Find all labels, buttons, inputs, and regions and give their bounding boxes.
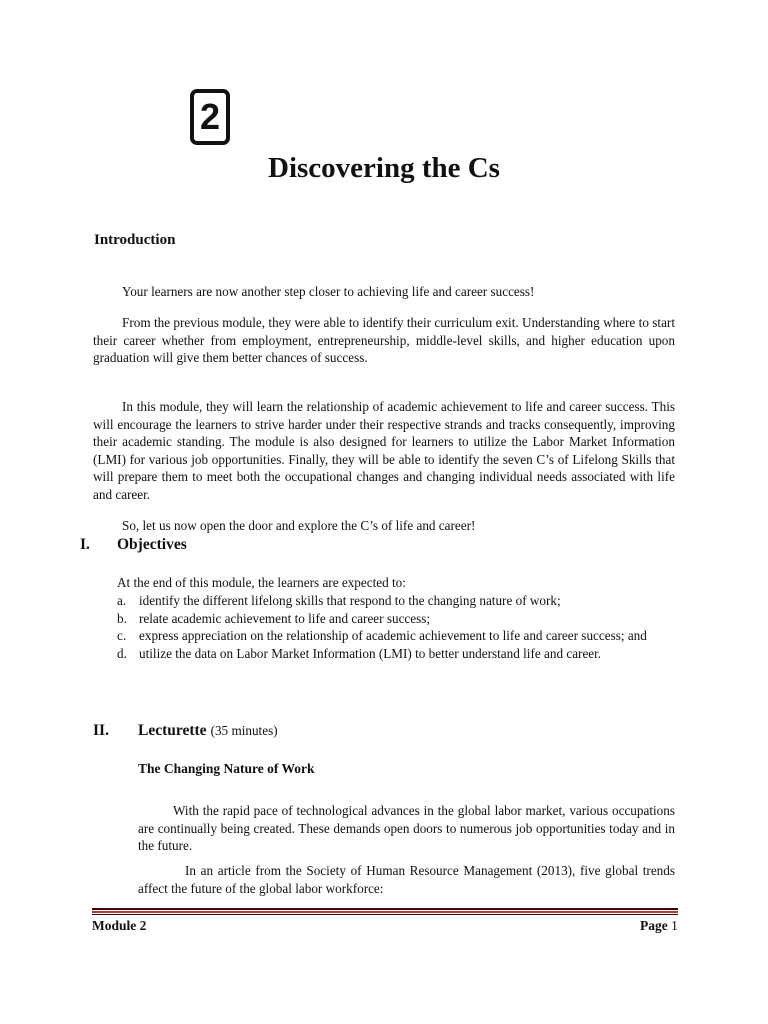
footer-rule-top [92,908,678,910]
objectives-heading: Objectives [117,536,187,553]
intro-paragraph-1: Your learners are now another step closer to achieving life and career success! [122,284,535,299]
list-item-letter: c. [117,628,127,644]
lecturette-duration: (35 minutes) [210,723,278,738]
list-item-text: utilize the data on Labor Market Information (LMI) to better understand life and career. [139,645,602,661]
objectives-list [117,592,675,662]
intro-paragraph-2: From the previous module, they were able to identify their curriculum exit. Understanding where to start their career whether from employment, entrepreneurship, middle-level skills, and higher education upon graduation will give them better chances of success. [93,315,675,366]
module-number-badge [190,89,230,145]
footer-page [640,918,680,934]
lecturette-heading: Lecturette [138,722,207,739]
list-item-text: relate academic achievement to life and career success; [139,610,431,626]
list-item [117,627,675,645]
page-title: Discovering the Cs [268,152,500,184]
list-item-text: identify the different lifelong skills that respond to the changing nature of work; [139,593,561,608]
objectives-numeral: I. [80,536,90,553]
lecturette-heading-line [138,722,278,740]
objectives-lead: At the end of this module, the learners are expected to: [117,575,406,590]
list-item [117,645,675,663]
intro-paragraph-3: In this module, they will learn the relationship of academic achievement to life and career success. This will encourage the learners to strive harder under their respective strands and tracks consequently, improving their academic standing. The module is also designed for learners to utilize the Labor Market Information (LMI) for various job opportunities. Finally, they will be able to identify the seven C’s of Lifelong Skills that will prepare them to meet both the occupational changes and changing individual needs associated with life and career. [93,399,675,502]
lecturette-subheading: The Changing Nature of Work [138,761,315,776]
list-item-letter: a. [117,593,127,608]
introduction-heading: Introduction [94,232,176,248]
intro-paragraph-4: So, let us now open the door and explore the C’s of life and career! [122,518,476,533]
footer-rule-bottom [92,914,678,915]
list-item [117,610,675,628]
list-item [117,592,675,610]
module-number: 2 [199,96,221,137]
footer-page-label: Page [640,918,668,933]
footer-module-label: Module 2 [92,918,147,933]
lecturette-numeral: II. [93,722,109,739]
lecturette-paragraph-2: In an article from the Society of Human Resource Management (2013), five global trends affect the future of the global labor workforce: [138,863,675,896]
lecturette-paragraph-1: With the rapid pace of technological advances in the global labor market, various occupations are continually being created. These demands open doors to numerous job opportunities today and in the future. [138,803,675,854]
list-item-letter: b. [117,610,127,626]
list-item-letter: d. [117,645,127,661]
footer-rule-middle [92,911,678,913]
footer-page-number: 1 [671,918,678,933]
list-item-text: express appreciation on the relationship of academic achievement to life and career success; and [139,628,647,644]
